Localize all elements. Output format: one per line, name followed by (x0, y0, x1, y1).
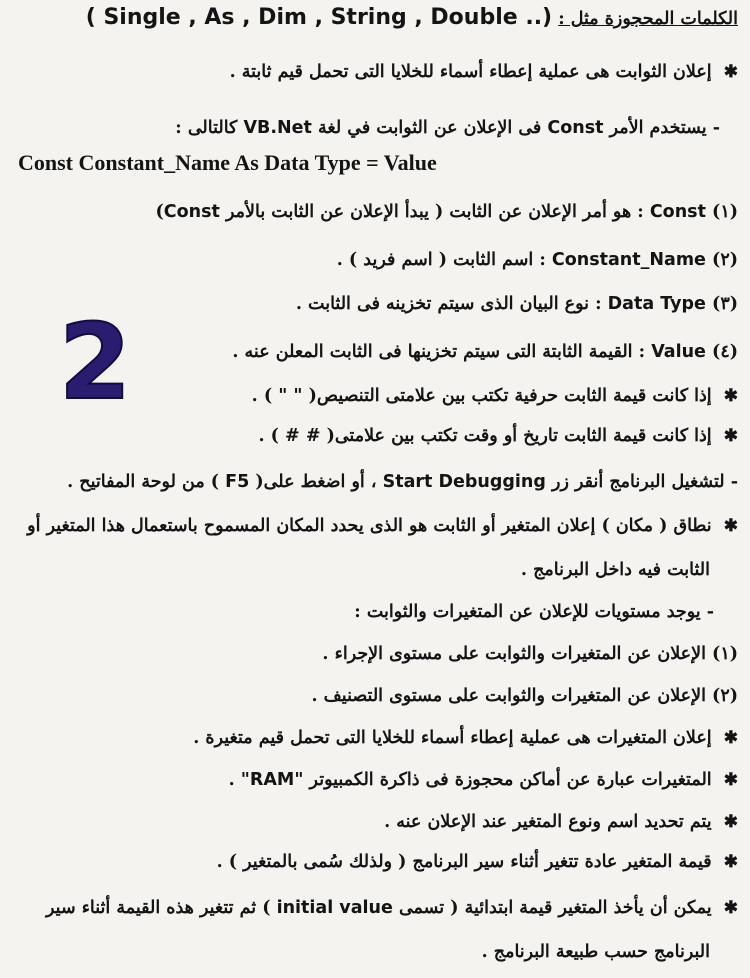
variables-definition-line (10, 724, 738, 752)
note-text: إذا كانت قيمة الثابت تاريخ أو وقت تكتب بين علامتى( # # ) . (258, 426, 712, 446)
constants-definition-text: إعلان الثوابت هى عملية إعطاء أسماء للخلايا التى تحمل قيم ثابتة . (229, 62, 712, 82)
const-item-2 (10, 246, 738, 274)
initial-value-text-cont: البرنامج حسب طبيعة البرنامج . (481, 942, 710, 962)
const-syntax-line: Const Constant_Name As Data Type = Value (18, 150, 437, 175)
bullet-icon: ✱ (723, 770, 738, 790)
item-term: Value (651, 342, 706, 362)
reserved-words-title: الكلمات المحجوزة مثل : (558, 9, 738, 29)
variables-ram-line (10, 766, 738, 794)
initial-value-term: initial value (276, 898, 393, 918)
note-text: إذا كانت قيمة الثابت حرفية تكتب بين علامتى التنصيص( " " ) . (251, 386, 712, 406)
initial-value-text-pre: يمكن أن يأخذ المتغير قيمة ابتدائية ( تسمى (398, 898, 712, 918)
reserved-words-line (10, 4, 738, 33)
badge-number: 2 (58, 318, 132, 408)
item-text: : نوع البيان الذى سيتم تخزينه فى الثابت . (295, 294, 602, 314)
date-constant-note (10, 422, 738, 450)
bullet-icon: ✱ (723, 852, 738, 872)
scope-line-2 (10, 556, 710, 584)
level-text: الإعلان عن المتغيرات والثوابت على مستوى التصنيف . (311, 686, 706, 706)
bullet-icon: ✱ (723, 812, 738, 832)
levels-heading (10, 598, 714, 626)
item-number: (٢) (712, 250, 738, 270)
bullet-icon: ✱ (723, 386, 738, 406)
item-number: (٤) (712, 342, 738, 362)
item-number: (٢) (712, 686, 738, 706)
levels-heading-text: - يوجد مستويات للإعلان عن المتغيرات والثوابت : (354, 602, 714, 622)
item-term: Constant_Name (551, 250, 706, 270)
ram-label: "RAM" (240, 770, 304, 790)
bullet-icon: ✱ (723, 898, 738, 918)
item-term: Const (649, 202, 706, 222)
level-text: الإعلان عن المتغيرات والثوابت على مستوى الإجراء . (322, 644, 706, 664)
run-text-post: ) من لوحة المفاتيح . (67, 472, 220, 492)
const-keyword: Const (547, 118, 604, 138)
item-end: ) (155, 202, 164, 222)
bullet-icon: ✱ (723, 516, 738, 536)
scope-line-1 (10, 512, 738, 540)
bullet-icon: ✱ (723, 426, 738, 446)
item-text: : اسم الثابت ( اسم فريد ) . (336, 250, 546, 270)
language-name: VB.Net (243, 118, 312, 138)
reserved-words-list: (.. Single , As , Dim , String , Double ) (85, 5, 553, 30)
run-text-mid: ، أو اضغط على( (255, 472, 377, 492)
scope-text: نطاق ( مكان ) إعلان المتغير أو الثابت هو الذى يحدد المكان المسموح باستعمال هذا المتغير أو (27, 516, 712, 536)
const-item-3 (10, 290, 738, 318)
const-usage-text-pre: - يستخدم الأمر (609, 118, 720, 138)
initial-value-text-post: ) ثم تتغير هذه القيمة أثناء سير (46, 898, 271, 918)
initial-value-line-cont (10, 938, 710, 966)
const-item-1 (10, 198, 738, 226)
run-text-pre: - لتشغيل البرنامج أنقر زر (552, 472, 738, 492)
level-item-2 (10, 682, 738, 710)
ram-text-pre: المتغيرات عبارة عن أماكن محجوزة فى ذاكرة الكمبيوتر (309, 770, 712, 790)
item-number: (٣) (712, 294, 738, 314)
note-text: يتم تحديد اسم ونوع المتغير عند الإعلان عنه . (384, 812, 712, 832)
item-term: Data Type (607, 294, 706, 314)
variable-name-type-line (10, 808, 738, 836)
note-text: قيمة المتغير عادة تتغير أثناء سير البرنامج ( ولذلك سُمى بالمتغير ) . (216, 852, 712, 872)
item-number: (١) (712, 202, 738, 222)
variables-definition-text: إعلان المتغيرات هى عملية إعطاء أسماء للخلايا التى تحمل قيم متغيرة . (193, 728, 712, 748)
run-program-line (10, 468, 738, 496)
item-text: : القيمة الثابتة التى سيتم تخزينها فى الثابت المعلن عنه . (232, 342, 646, 362)
item-text: : هو أمر الإعلان عن الثابت ( يبدأ الإعلان عن الثابت بالأمر (225, 202, 644, 222)
item-number: (١) (712, 644, 738, 664)
f5-key-label: F5 (225, 472, 250, 492)
constants-definition-line (10, 58, 738, 86)
scope-text-cont: الثابت فيه داخل البرنامج . (520, 560, 710, 580)
bullet-icon: ✱ (723, 62, 738, 82)
level-item-1 (10, 640, 738, 668)
item-term-2: Const (163, 202, 220, 222)
start-debugging-label: Start Debugging (382, 472, 546, 492)
initial-value-line (10, 894, 738, 922)
number-two-badge (48, 318, 143, 408)
bullet-icon: ✱ (723, 728, 738, 748)
ram-text-post: . (228, 770, 235, 790)
const-usage-text-mid: فى الإعلان عن الثوابت في لغة (318, 118, 542, 138)
const-usage-text-post: كالتالى : (175, 118, 238, 138)
variable-value-changes-line (10, 848, 738, 876)
const-usage-line (10, 114, 720, 142)
